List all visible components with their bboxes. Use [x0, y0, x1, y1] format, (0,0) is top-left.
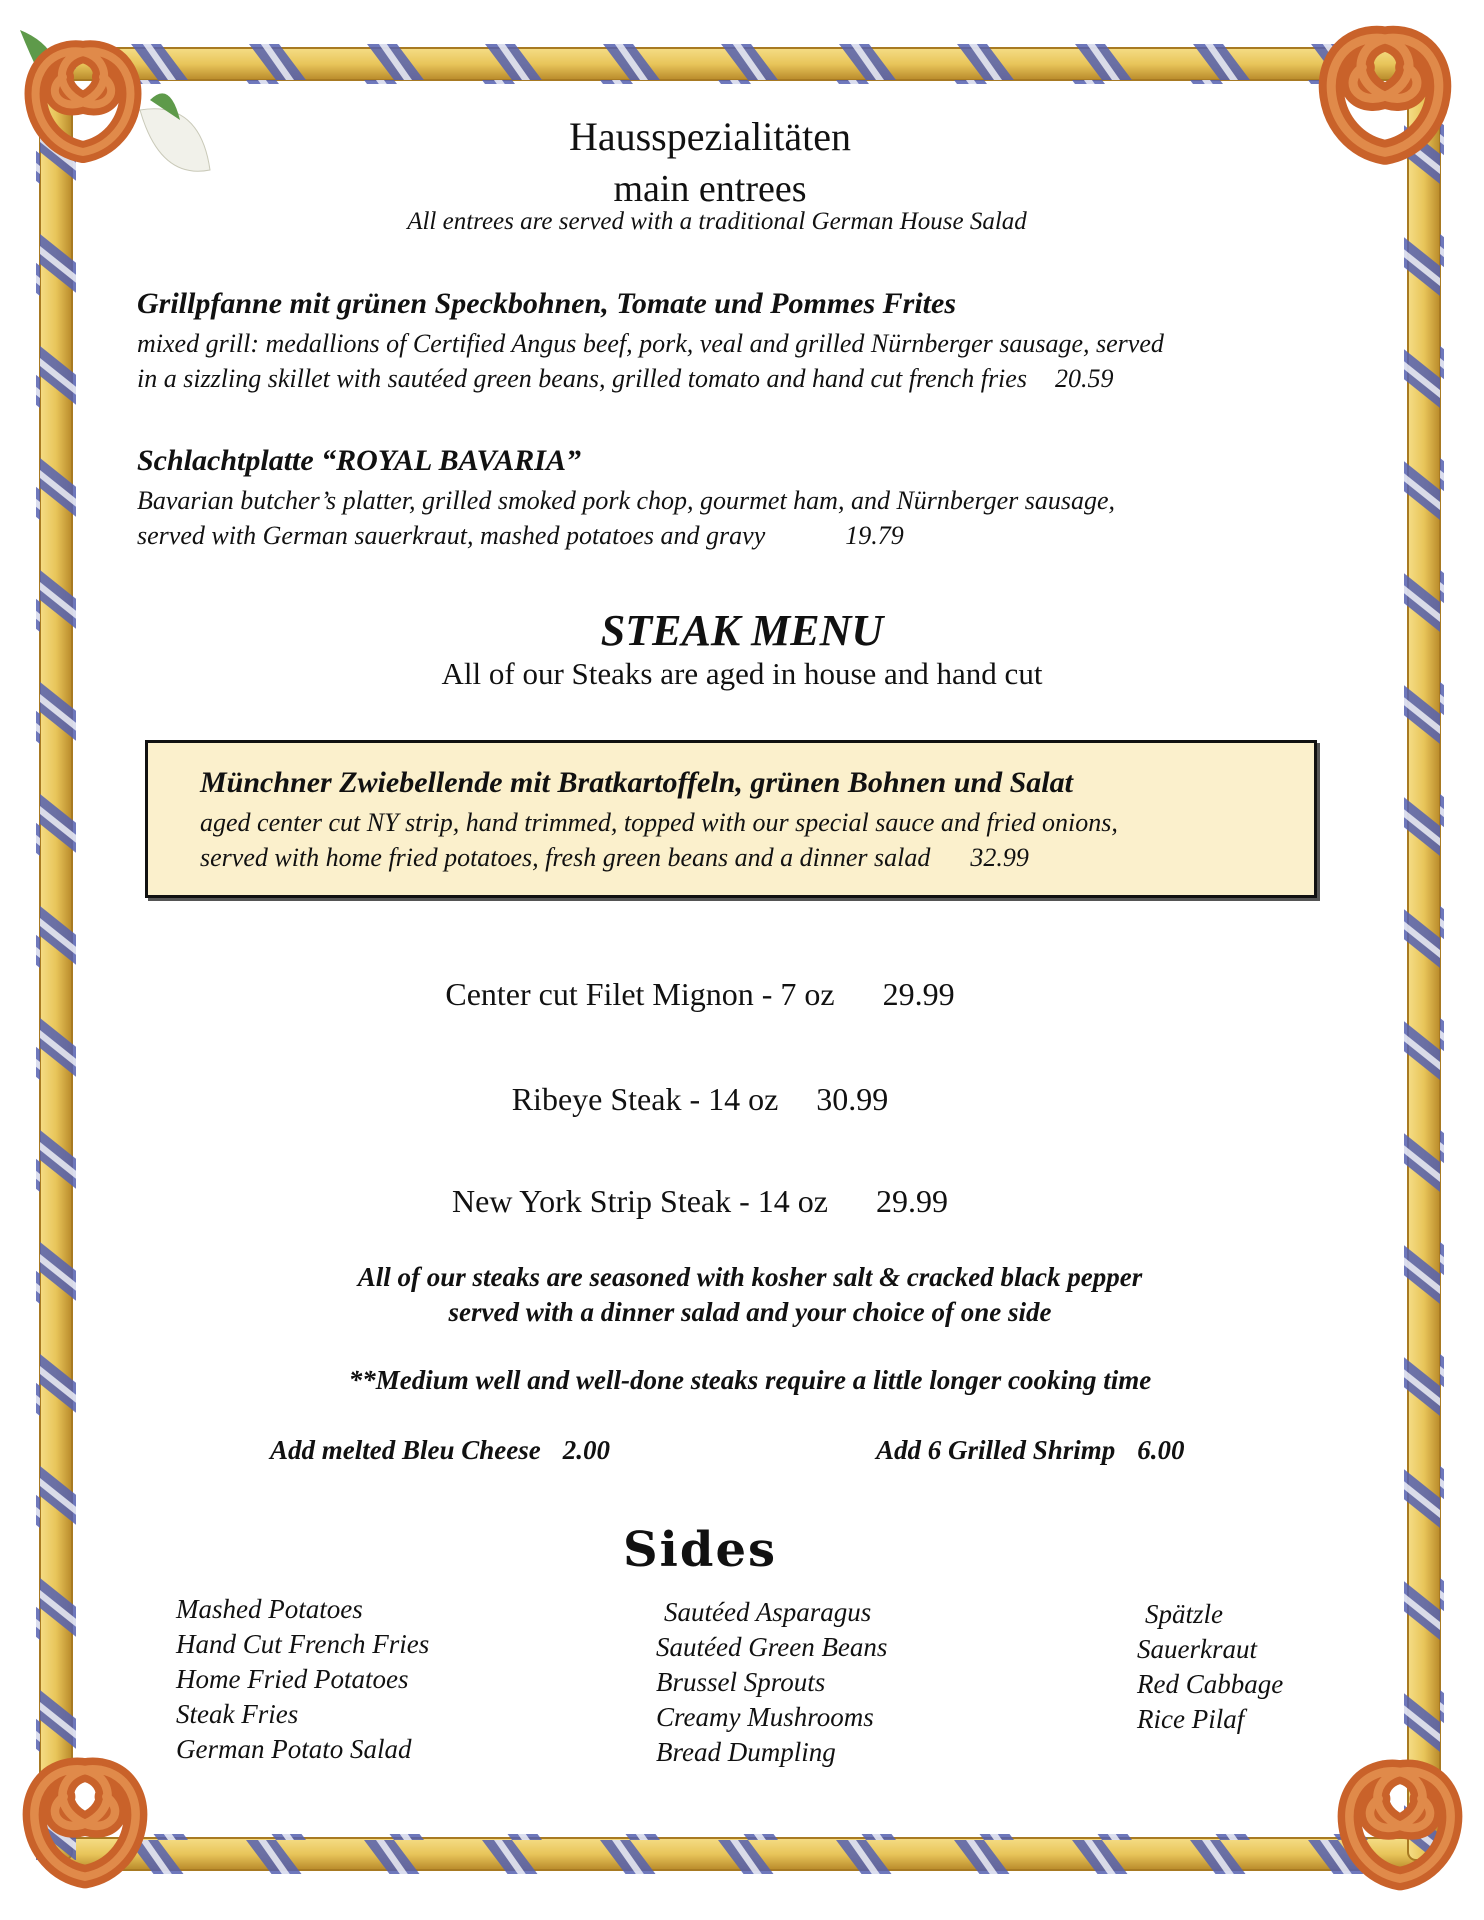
side-item: Steak Fries — [176, 1699, 299, 1729]
steak-item-name: Center cut Filet Mignon - 7 oz — [445, 976, 835, 1012]
pretzel-icon — [5, 1738, 165, 1898]
sides-column — [656, 1595, 887, 1770]
side-item: Bread Dumpling — [656, 1737, 836, 1767]
house-specialties-title: Hausspezialitäten — [568, 114, 852, 159]
sides-column — [176, 1592, 429, 1767]
side-item: Sautéed Green Beans — [656, 1632, 888, 1662]
entrees-note: All entrees are served with a traditional German House Salad — [407, 208, 1027, 235]
side-item: Creamy Mushrooms — [656, 1702, 874, 1732]
addon-shrimp — [876, 1435, 1185, 1466]
side-item: Hand Cut French Fries — [176, 1629, 430, 1659]
steak-item — [0, 976, 1400, 1013]
steak-item — [0, 1081, 1400, 1118]
steak-menu-title: STEAK MENU — [600, 606, 884, 655]
addon-price: 6.00 — [1137, 1435, 1185, 1465]
featured-steak-box — [145, 740, 1317, 898]
addon-price: 2.00 — [562, 1435, 610, 1465]
side-item: Rice Pilaf — [1137, 1704, 1245, 1734]
sides-title: Sides — [622, 1522, 778, 1578]
steak-item-price: 30.99 — [816, 1081, 889, 1117]
side-item: Home Fried Potatoes — [176, 1664, 409, 1694]
featured-desc-line: served with home fried potatoes, fresh green beans and a dinner salad — [200, 843, 931, 872]
steak-item-price: 29.99 — [875, 1183, 948, 1219]
sides-column — [1137, 1597, 1283, 1737]
entree-price: 20.59 — [1054, 364, 1114, 393]
addon-label: Add melted Bleu Cheese — [270, 1435, 541, 1465]
side-item: Sauerkraut — [1137, 1634, 1257, 1664]
entree-name: Grillpfanne mit grünen Speckbohnen, Tomate und Pommes Frites — [137, 287, 957, 320]
main-entrees-subtitle: main entrees — [613, 168, 807, 210]
side-item: Red Cabbage — [1137, 1669, 1284, 1699]
entree-desc-line: in a sizzling skillet with sautéed green beans, grilled tomato and hand cut french fries — [137, 364, 1027, 393]
cooking-time-note: **Medium well and well-done steaks require a little longer cooking time — [348, 1365, 1152, 1395]
steak-menu-subtitle: All of our Steaks are aged in house and hand cut — [441, 656, 1043, 691]
seasoning-note: All of our steaks are seasoned with kosher salt & cracked black pepper — [357, 1262, 1143, 1292]
featured-desc-line: aged center cut NY strip, hand trimmed, topped with our special sauce and fried onions, — [200, 808, 1118, 837]
steak-item — [0, 1183, 1400, 1220]
steak-item-price: 29.99 — [882, 976, 955, 1012]
side-item: Brussel Sprouts — [656, 1667, 826, 1697]
steak-item-name: New York Strip Steak - 14 oz — [452, 1183, 828, 1219]
addon-label: Add 6 Grilled Shrimp — [876, 1435, 1116, 1465]
side-item: Spätzle — [1145, 1599, 1223, 1629]
entree-name: Schlachtplatte “ROYAL BAVARIA” — [137, 444, 581, 477]
pretzel-icon — [1320, 1740, 1480, 1900]
addon-bleu-cheese — [270, 1435, 610, 1466]
featured-steak-description — [200, 805, 1118, 875]
entree-desc-line: mixed grill: medallions of Certified Angus beef, pork, veal and grilled Nürnberger sausage, served — [137, 329, 1164, 358]
side-item: Mashed Potatoes — [176, 1594, 363, 1624]
entree-description — [137, 326, 1164, 396]
entree-price: 19.79 — [845, 521, 904, 550]
steak-item-name: Ribeye Steak - 14 oz — [511, 1081, 779, 1117]
side-item: German Potato Salad — [176, 1734, 412, 1764]
entree-desc-line: served with German sauerkraut, mashed potatoes and gravy — [137, 521, 766, 550]
side-item: Sautéed Asparagus — [664, 1597, 872, 1627]
entree-description — [137, 483, 1115, 553]
featured-steak-name: Münchner Zwiebellende mit Bratkartoffeln, grünen Bohnen und Salat — [200, 766, 1073, 799]
featured-steak-price: 32.99 — [970, 843, 1029, 872]
seasoning-note: served with a dinner salad and your choice of one side — [448, 1297, 1052, 1327]
entree-desc-line: Bavarian butcher’s platter, grilled smoked pork chop, gourmet ham, and Nürnberger sausage, — [137, 486, 1116, 515]
